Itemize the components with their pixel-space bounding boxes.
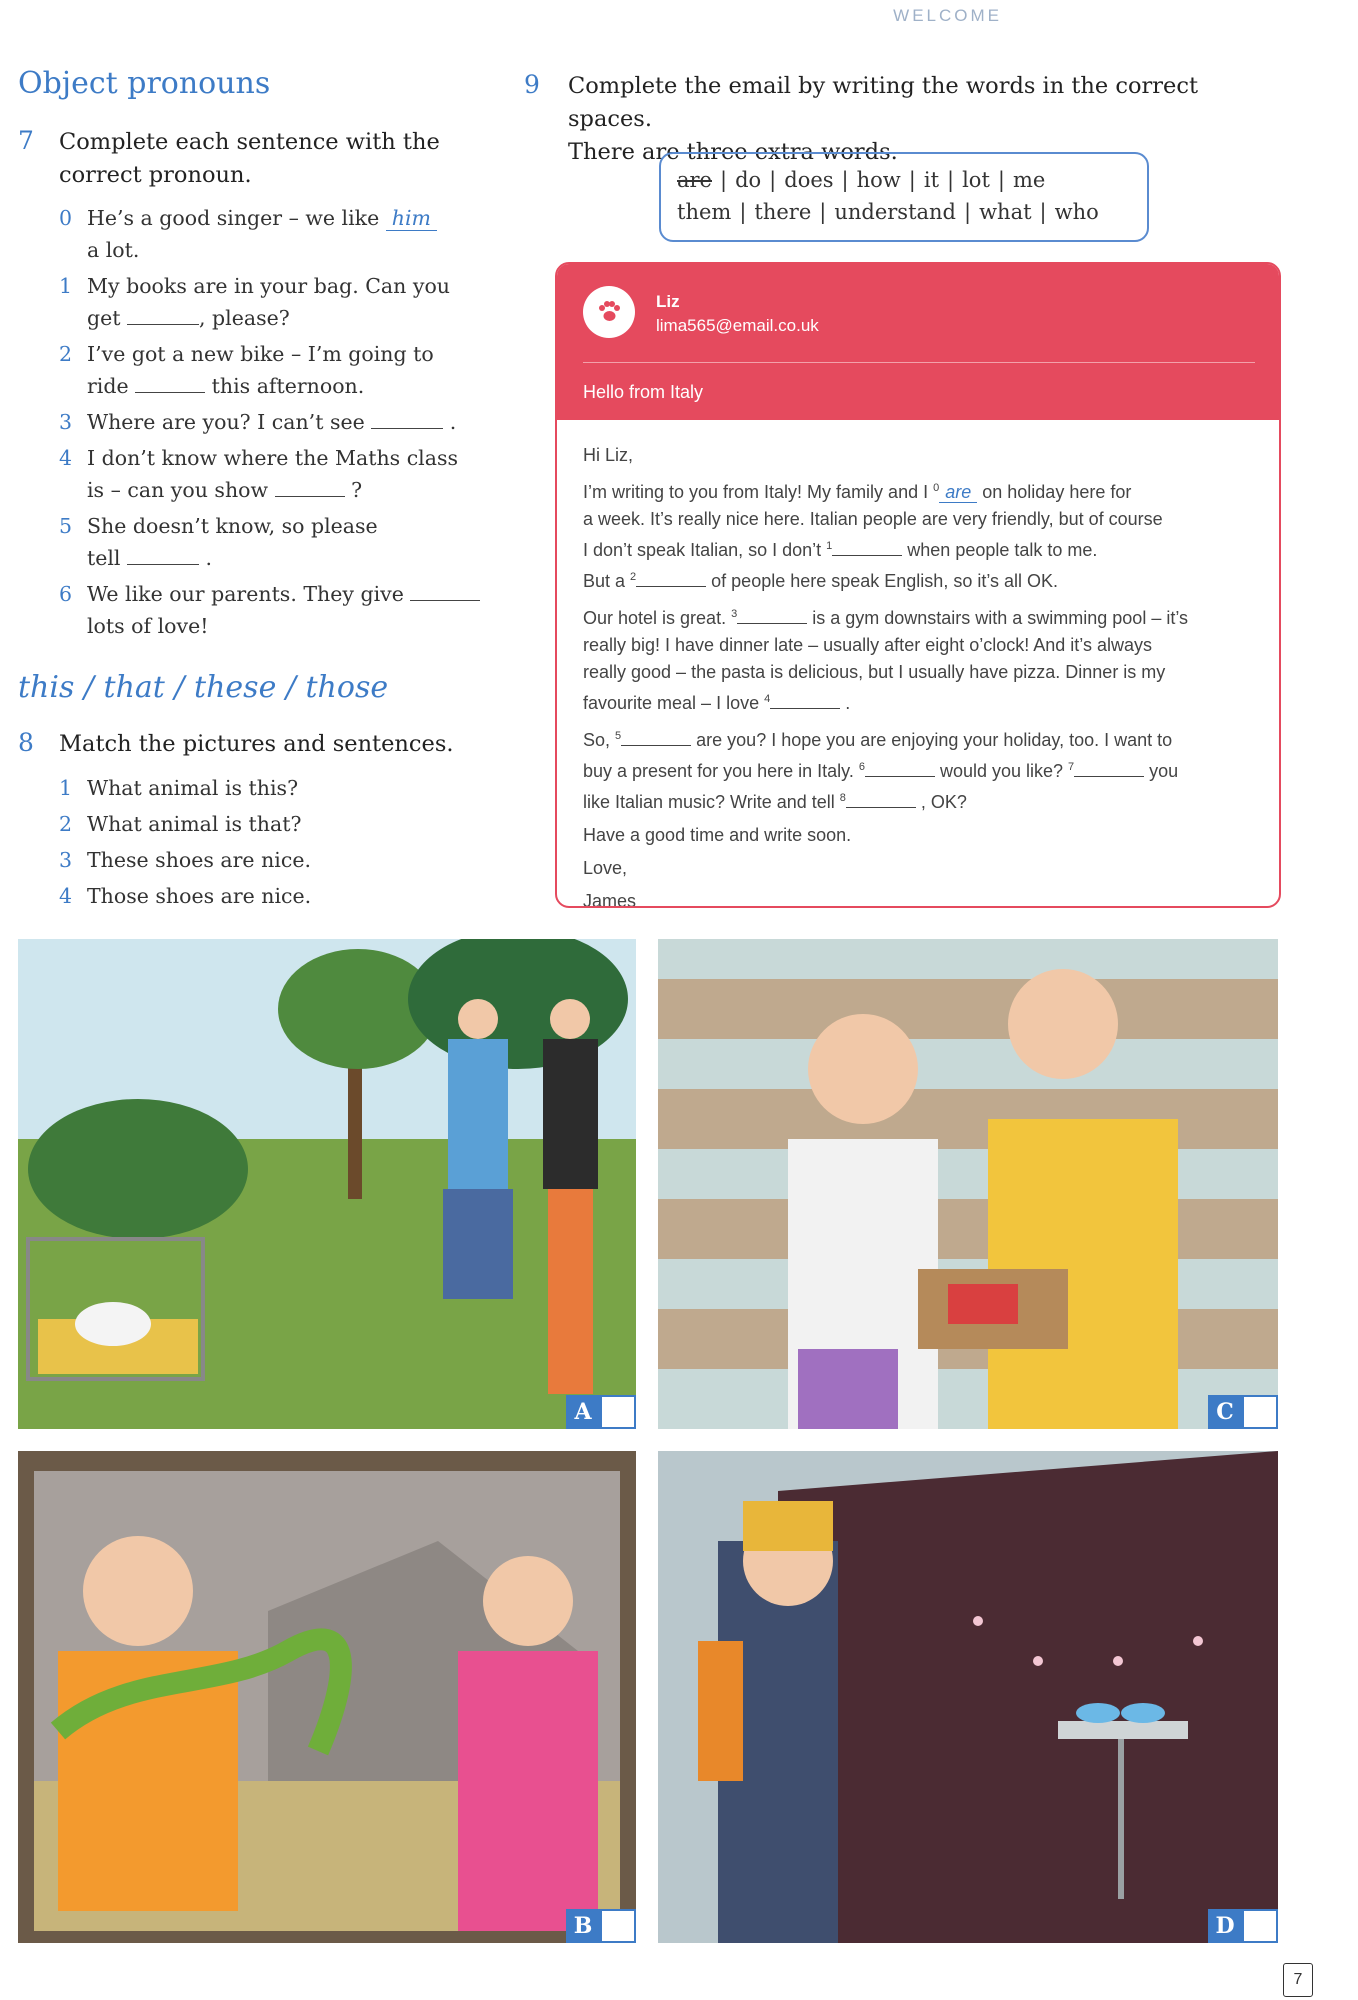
picture-c bbox=[658, 939, 1278, 1429]
answer-blank[interactable] bbox=[135, 374, 205, 393]
answer-blank[interactable] bbox=[865, 758, 935, 777]
answer-blank[interactable] bbox=[770, 690, 840, 709]
item-text: . bbox=[199, 546, 213, 570]
picture-label-b bbox=[566, 1909, 636, 1943]
gap-number: 3 bbox=[731, 608, 738, 620]
word-option: are bbox=[677, 168, 712, 192]
item-number: 4 bbox=[59, 446, 73, 470]
example-answer: him bbox=[386, 206, 437, 231]
word-option: them bbox=[677, 200, 732, 224]
answer-blank[interactable] bbox=[275, 478, 345, 497]
email-text: , OK? bbox=[915, 792, 967, 812]
email-text: of people here speak English, so it’s all OK. bbox=[706, 571, 1059, 591]
item-number: 3 bbox=[59, 410, 73, 434]
answer-blank[interactable] bbox=[410, 582, 480, 601]
email-text: Our hotel is great. bbox=[583, 608, 732, 628]
email-greeting: Hi Liz, bbox=[583, 445, 634, 465]
object-pronouns-heading: Object pronouns bbox=[18, 66, 271, 101]
item-text: Those shoes are nice. bbox=[87, 884, 312, 908]
gap-number: 8 bbox=[839, 792, 846, 804]
gap-number: 6 bbox=[858, 761, 865, 773]
picture-label-a bbox=[566, 1395, 636, 1429]
item-text: He’s a good singer – we like bbox=[87, 206, 386, 230]
item-text: this afternoon. bbox=[205, 374, 365, 398]
exercise-9-number: 9 bbox=[524, 70, 540, 99]
ex8-item-4 bbox=[59, 880, 312, 912]
picture-label-d bbox=[1208, 1909, 1278, 1943]
picture-a bbox=[18, 939, 636, 1429]
email-text: So, bbox=[583, 730, 616, 750]
word-box-row-1: are | do | does | how | it | lot | me bbox=[677, 168, 1046, 192]
picture-letter: A bbox=[566, 1395, 600, 1429]
answer-blank[interactable] bbox=[127, 546, 199, 565]
item-text: I don’t know where the Maths class bbox=[87, 446, 458, 470]
section-label: WELCOME bbox=[893, 6, 1002, 25]
item-text: These shoes are nice. bbox=[87, 848, 311, 872]
item-text: is – can you show bbox=[87, 478, 275, 502]
gap-number: 7 bbox=[1068, 761, 1075, 773]
item-text: I’ve got a new bike – I’m going to bbox=[87, 342, 434, 366]
demonstratives-heading: this / that / these / those bbox=[18, 670, 389, 705]
word-option: lot bbox=[962, 168, 990, 192]
item-number: 6 bbox=[59, 582, 73, 606]
sender-email: lima565@email.co.uk bbox=[656, 316, 819, 335]
example-answer: are bbox=[939, 482, 977, 503]
answer-blank[interactable] bbox=[846, 789, 916, 808]
item-number: 0 bbox=[59, 206, 73, 230]
picture-d bbox=[658, 1451, 1278, 1943]
picture-letter: B bbox=[566, 1909, 600, 1943]
answer-blank[interactable] bbox=[737, 605, 807, 624]
answer-blank[interactable] bbox=[127, 306, 199, 325]
email-text: really good – the pasta is delicious, but I usually have pizza. Dinner is my bbox=[583, 662, 1166, 682]
gap-number: 2 bbox=[630, 571, 637, 583]
park-rabbit-illustration bbox=[18, 939, 636, 1429]
picture-letter: C bbox=[1208, 1395, 1242, 1429]
item-text: , please? bbox=[199, 306, 290, 330]
shoe-display-illustration bbox=[658, 1451, 1278, 1943]
email-text: you bbox=[1144, 761, 1179, 781]
answer-box[interactable] bbox=[1242, 1395, 1278, 1429]
email-body bbox=[583, 442, 1263, 908]
email-text: I’m writing to you from Italy! My family and I bbox=[583, 482, 934, 502]
item-number: 1 bbox=[59, 274, 73, 298]
email-paragraph-2 bbox=[583, 601, 1263, 717]
email-paragraph-3 bbox=[583, 723, 1263, 816]
email-closing-2: Love, bbox=[583, 858, 628, 878]
word-option: does bbox=[784, 168, 834, 192]
item-text-cont: a lot. bbox=[87, 238, 140, 262]
word-box bbox=[659, 152, 1149, 242]
gap-number: 4 bbox=[764, 693, 771, 705]
email-text: is a gym downstairs with a swimming pool – it’s bbox=[807, 608, 1189, 628]
email-text: on holiday here for bbox=[977, 482, 1132, 502]
email-paragraph-1 bbox=[583, 475, 1263, 595]
email-closing-1: Have a good time and write soon. bbox=[583, 825, 852, 845]
answer-blank[interactable] bbox=[371, 410, 443, 429]
item-number: 2 bbox=[59, 342, 73, 366]
exercise-7-number: 7 bbox=[18, 126, 34, 155]
ex7-item-5 bbox=[59, 510, 487, 574]
email-text: But a bbox=[583, 571, 631, 591]
ex7-item-2 bbox=[59, 338, 487, 402]
email-text: when people talk to me. bbox=[902, 540, 1098, 560]
exercise-9-title-line1: Complete the email by writing the words in the correct spaces. bbox=[568, 73, 1199, 132]
item-number: 3 bbox=[59, 848, 73, 872]
item-text: She doesn’t know, so please bbox=[87, 514, 378, 538]
exercise-7-title-line1: Complete each sentence with the bbox=[59, 129, 440, 155]
item-number: 2 bbox=[59, 812, 73, 836]
picture-letter: D bbox=[1208, 1909, 1242, 1943]
email-signature: James bbox=[583, 891, 637, 908]
item-text: What animal is that? bbox=[87, 812, 302, 836]
shoe-shop-illustration bbox=[658, 939, 1278, 1429]
word-option: there bbox=[754, 200, 812, 224]
page-number: 7 bbox=[1283, 1963, 1313, 1997]
exercise-8-title: Match the pictures and sentences. bbox=[59, 731, 454, 757]
email-text: favourite meal – I love bbox=[583, 693, 765, 713]
email-text: would you like? bbox=[934, 761, 1069, 781]
item-text: ride bbox=[87, 374, 136, 398]
email-text: like Italian music? Write and tell bbox=[583, 792, 840, 812]
email-card bbox=[555, 262, 1281, 908]
paw-icon bbox=[596, 299, 622, 325]
email-text: really big! I have dinner late – usually after eight o’clock! And it’s always bbox=[583, 635, 1152, 655]
word-box-row-2: them | there | understand | what | who bbox=[677, 200, 1099, 224]
word-option: do bbox=[735, 168, 762, 192]
item-number: 1 bbox=[59, 776, 73, 800]
item-text: ? bbox=[344, 478, 363, 502]
word-option: understand bbox=[834, 200, 956, 224]
item-text: We like our parents. They give bbox=[87, 582, 411, 606]
ex7-item-1 bbox=[59, 270, 487, 334]
answer-blank[interactable] bbox=[1074, 758, 1144, 777]
email-header bbox=[557, 264, 1279, 420]
avatar bbox=[583, 286, 635, 338]
item-text: get bbox=[87, 306, 128, 330]
item-text: . bbox=[443, 410, 457, 434]
email-divider bbox=[583, 362, 1255, 363]
item-text: What animal is this? bbox=[87, 776, 299, 800]
email-text: are you? I hope you are enjoying your holiday, too. I want to bbox=[691, 730, 1173, 750]
email-subject: Hello from Italy bbox=[583, 382, 704, 402]
exercise-9-title-line2: There are three extra words. bbox=[568, 139, 898, 165]
ex7-item-6 bbox=[59, 578, 507, 642]
picture-b bbox=[18, 1451, 636, 1943]
word-option: who bbox=[1054, 200, 1099, 224]
gap-number: 1 bbox=[826, 540, 833, 552]
email-text: I don’t speak Italian, so I don’t bbox=[583, 540, 827, 560]
item-text-cont: lots of love! bbox=[87, 614, 209, 638]
exercise-7-title bbox=[59, 126, 440, 192]
email-text: . bbox=[840, 693, 851, 713]
gap-number: 5 bbox=[615, 730, 622, 742]
item-number: 4 bbox=[59, 884, 73, 908]
snake-illustration bbox=[18, 1451, 636, 1943]
answer-blank[interactable] bbox=[832, 537, 902, 556]
word-option: what bbox=[979, 200, 1032, 224]
answer-blank[interactable] bbox=[621, 727, 691, 746]
email-text: buy a present for you here in Italy. bbox=[583, 761, 859, 781]
item-text: tell bbox=[87, 546, 127, 570]
word-option: me bbox=[1012, 168, 1046, 192]
ex7-item-3 bbox=[59, 406, 487, 438]
ex8-item-3 bbox=[59, 844, 311, 876]
word-option: how bbox=[856, 168, 901, 192]
ex8-item-1 bbox=[59, 772, 299, 804]
sender-name: Liz bbox=[656, 292, 680, 311]
item-text: My books are in your bag. Can you bbox=[87, 274, 450, 298]
exercise-8-number: 8 bbox=[18, 728, 34, 757]
answer-box[interactable] bbox=[1242, 1909, 1278, 1943]
picture-label-c bbox=[1208, 1395, 1278, 1429]
gap-number: 0 bbox=[933, 482, 940, 494]
ex7-item-4 bbox=[59, 442, 487, 506]
answer-box[interactable] bbox=[600, 1395, 636, 1429]
item-text: Where are you? I can’t see bbox=[87, 410, 372, 434]
item-number: 5 bbox=[59, 514, 73, 538]
email-text: a week. It’s really nice here. Italian people are very friendly, but of course bbox=[583, 509, 1163, 529]
exercise-7-title-line2: correct pronoun. bbox=[59, 162, 252, 188]
answer-blank[interactable] bbox=[636, 568, 706, 587]
word-option: it bbox=[923, 168, 940, 192]
ex7-item-0 bbox=[59, 202, 487, 266]
ex8-item-2 bbox=[59, 808, 302, 840]
answer-box[interactable] bbox=[600, 1909, 636, 1943]
